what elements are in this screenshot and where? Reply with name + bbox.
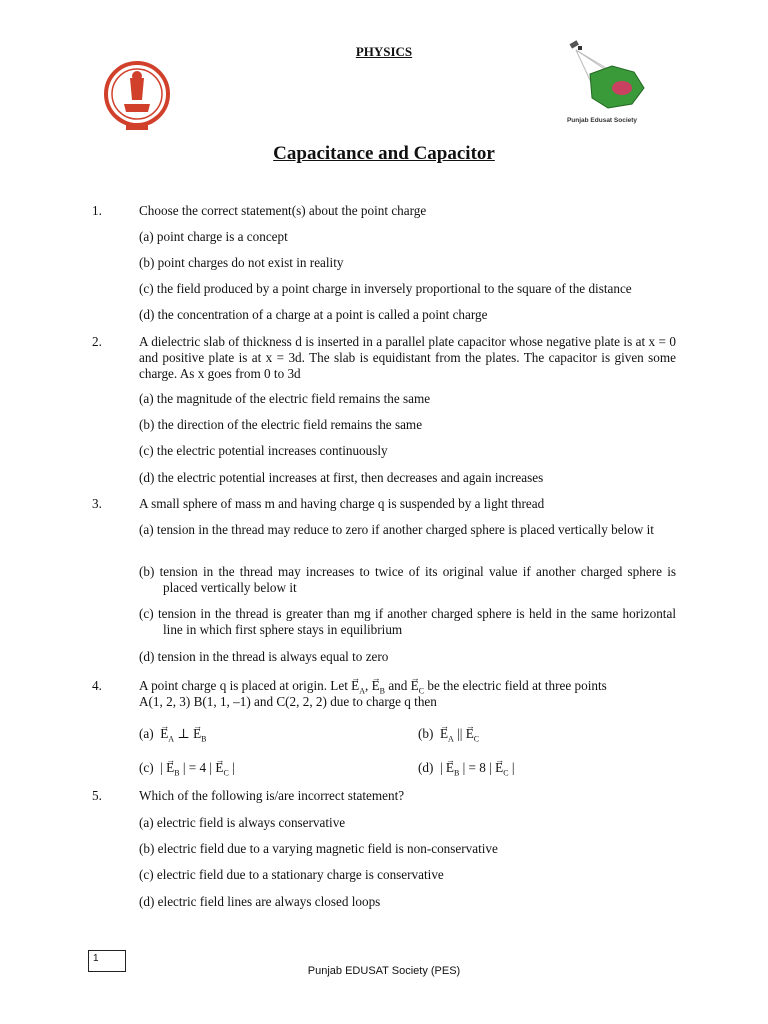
option: (b) tension in the thread may increases to twice of its original value if another charged sphere is placed vertically below it — [139, 564, 676, 595]
question-text: A dielectric slab of thickness d is inserted in a parallel plate capacitor whose negative plate is at x = 0 and positive plate is at x = 3d. The slab is equidistant from the plates. The capacitor is given some charge. As x goes from 0 to 3d — [139, 334, 676, 381]
option: (c) the electric potential increases continuously — [139, 443, 388, 458]
option: (a) point charge is a concept — [139, 229, 288, 244]
question-number: 4. — [92, 678, 102, 693]
question-text: Which of the following is/are incorrect statement? — [139, 788, 405, 803]
question-number: 1. — [92, 203, 102, 218]
question-number: 2. — [92, 334, 102, 349]
question-text: A point charge q is placed at origin. Let → $E_A$, → $E_B$ and → $E_C$ be the electric field at three points — [139, 678, 676, 700]
question-text: Choose the correct statement(s) about the point charge — [139, 203, 427, 218]
subject-heading: PHYSICS — [355, 44, 413, 59]
option: (c) electric field due to a stationary charge is conservative — [139, 867, 444, 882]
footer-text: Punjab EDUSAT Society (PES) — [307, 965, 461, 977]
option: $(b) \to E_A$ || → $E_C$ — [418, 726, 479, 748]
option: (c) the field produced by a point charge in inversely proportional to the square of the distance — [139, 281, 632, 296]
option: (d) electric field lines are always closed loops — [139, 894, 381, 909]
option: (a) tension in the thread may reduce to zero if another charged sphere is placed vertically below it — [139, 522, 654, 537]
option: (b) point charges do not exist in reality — [139, 255, 344, 270]
question-text-line2: A(1, 2, 3) B(1, 1, –1) and C(2, 2, 2) due to charge q then — [139, 694, 437, 709]
question-number: 3. — [92, 496, 102, 511]
option: (b) the direction of the electric field remains the same — [139, 417, 423, 432]
option: (c) | → $E_B$ | = 4 | → $E_C$ | — [139, 760, 676, 782]
option: $(a) \to E_A$ ⊥ → $E_B$ — [139, 726, 676, 748]
option: (a) the magnitude of the electric field remains the same — [139, 391, 431, 406]
page-title: Capacitance and Capacitor — [273, 143, 495, 164]
question-text: A small sphere of mass m and having charge q is suspended by a light thread — [139, 496, 545, 511]
option: (d) the electric potential increases at first, then decreases and again increases — [139, 470, 544, 485]
page-number: 1 — [88, 950, 126, 972]
question-number: 5. — [92, 788, 102, 803]
option: (d) tension in the thread is always equal to zero — [139, 649, 389, 664]
option: (b) electric field due to a varying magnetic field is non-conservative — [139, 841, 498, 856]
option: (d) the concentration of a charge at a point is called a point charge — [139, 307, 488, 322]
option: (c) tension in the thread is greater than mg if another charged sphere is held in the same horizontal line in which first sphere stays in equilibrium — [139, 606, 676, 637]
option: (d) | → $E_B$ | = 8 | → $E_C$ | — [418, 760, 514, 782]
option: (a) electric field is always conservative — [139, 815, 346, 830]
svg-text:Punjab Edusat Society: Punjab Edusat Society — [566, 117, 638, 124]
